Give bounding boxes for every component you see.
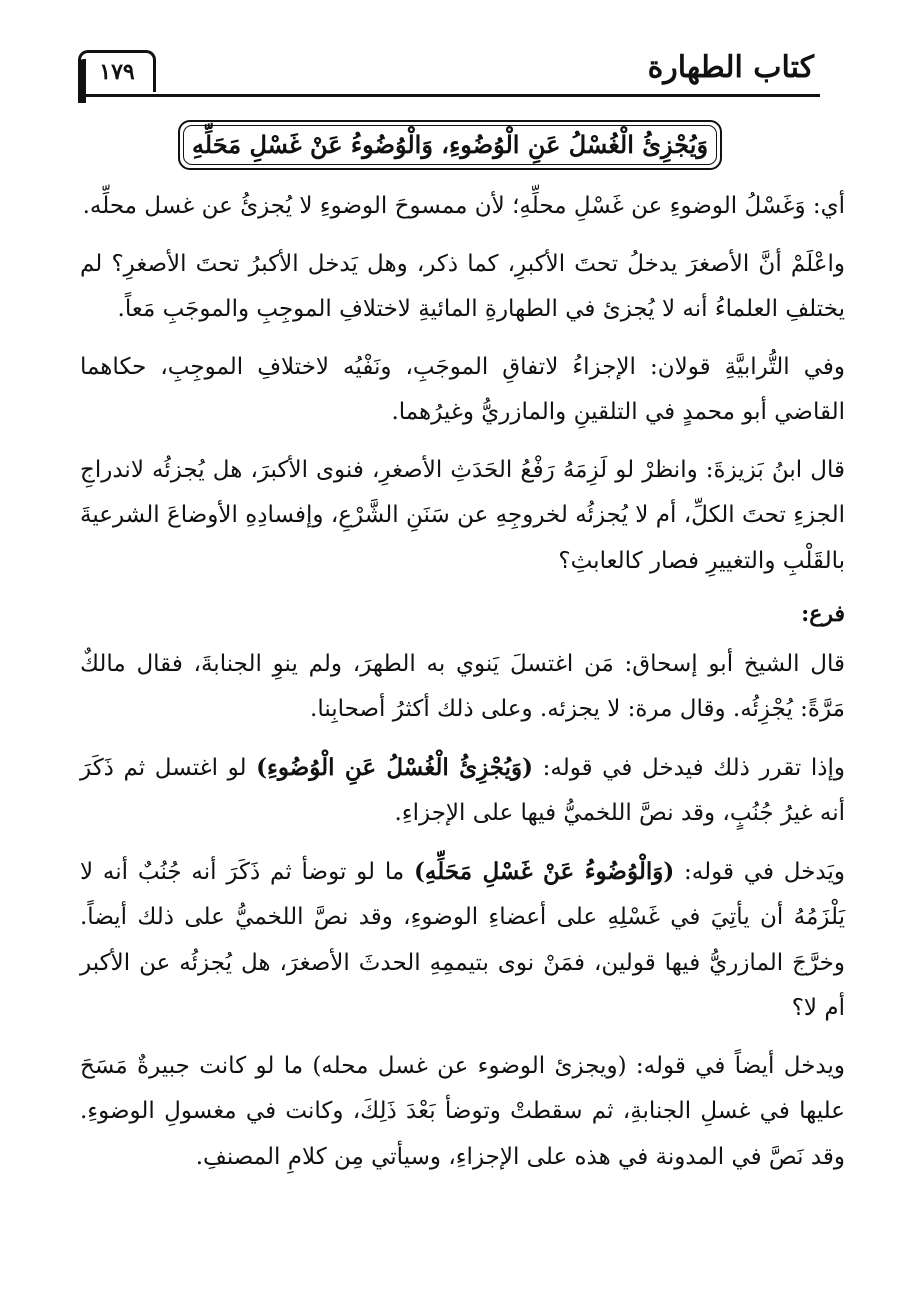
paragraph-text: ويَدخل في قوله: — [674, 858, 845, 885]
paragraph — [80, 849, 845, 1032]
paragraph: واعْلَمْ أنَّ الأصغرَ يدخلُ تحتَ الأكبرِ، كما ذكر، وهل يَدخل الأكبرُ تحتَ الأصغرِ؟ لم يختلفِ العلماءُ أنه لا يُجزئ في الطهارةِ المائيةِ لاختلافِ الموجِبِ والموجَبِ مَعاً. — [80, 250, 845, 322]
running-title: كتاب الطهارة — [647, 50, 814, 85]
paragraph: قال ابنُ بَزيزةَ: وانظرْ لو لَزِمَهُ رَفْعُ الحَدَثِ الأصغرِ، فنوى الأكبرَ، هل يُجزئُه لاندراجِ الجزءِ تحتَ الكلِّ، أم لا يُجزئُه لخروجِهِ عن سَنَنِ الشَّرْعِ، وإفسادِهِ الأوضاعَ الشرعيةَ بالقَلْبِ والتغييرِ فصار كالعابثِ؟ — [80, 456, 845, 574]
matn-box — [178, 120, 722, 170]
page-header — [78, 42, 820, 100]
paragraph: وفي التُّرابيَّةِ قولان: الإجزاءُ لاتفاقِ الموجَبِ، ونَفْيُه لاختلافِ الموجِبِ، حكاهما القاضي أبو محمدٍ في التلقينِ والمازريُّ وغيرُهما. — [80, 353, 845, 425]
matn-quote: (وَيُجْزِئُ الْغُسْلُ عَنِ الْوُضُوءِ) — [256, 753, 534, 781]
page-number: ١٧٩ — [78, 50, 156, 92]
paragraph: ويدخل أيضاً في قوله: (ويجزئ الوضوء عن غسل محله) ما لو كانت جبيرةٌ مَسَحَ عليها في غسلِ الجنابةِ، ثم سقطتْ وتوضأ بَعْدَ ذَلِكَ، وكانت في مغسولِ الوضوءِ. وقد نَصَّ في المدونة في هذه على الإجزاءِ، وسيأتي مِن كلامِ المصنفِ. — [80, 1052, 845, 1170]
matn-text: وَيُجْزِئُ الْغُسْلُ عَنِ الْوُضُوءِ، وَالْوُضُوءُ عَنْ غَسْلِ مَحَلِّهِ — [191, 130, 709, 159]
paragraph-text: ما لو توضأ ثم ذَكَرَ أنه جُنُبٌ أنه لا يَلْزَمُهُ أن يأتِيَ في غَسْلِهِ على أعضاءِ الوضوءِ، وقد نصَّ اللخميُّ على ذلك أيضاً. وخرَّجَ المازريُّ فيها قولين، فمَنْ نوى بتيممِهِ الحدثَ الأصغرَ، هل يُجزئُه عن الأكبر أم لا؟ — [80, 858, 845, 1021]
paragraph-text: لو اغتسل ثم ذَكَرَ أنه غيرُ جُنُبٍ، وقد نصَّ اللخميُّ فيها على الإجزاءِ. — [80, 754, 845, 826]
paragraph-text: وإذا تقرر ذلك فيدخل في قوله: — [533, 754, 845, 781]
paragraph: أي: وَغَسْلُ الوضوءِ عن غَسْلِ محلِّهِ؛ لأن ممسوحَ الوضوءِ لا يُجزئُ عن غسل محلِّه. — [82, 193, 845, 219]
matn-quote: (وَالْوُضُوءُ عَنْ غَسْلِ مَحَلِّهِ) — [414, 857, 675, 885]
header-rule — [78, 94, 820, 97]
paragraph — [80, 745, 845, 837]
commentary-body — [80, 184, 845, 1180]
paragraph: قال الشيخ أبو إسحاق: مَن اغتسلَ يَنوي به الطهرَ، ولم ينوِ الجنابةَ، فقال مالكٌ مَرَّةً: يُجْزِئُه. وقال مرة: لا يجزئه. وعلى ذلك أكثرُ أصحابِنا. — [80, 650, 845, 722]
section-heading: فرع: — [801, 601, 845, 627]
